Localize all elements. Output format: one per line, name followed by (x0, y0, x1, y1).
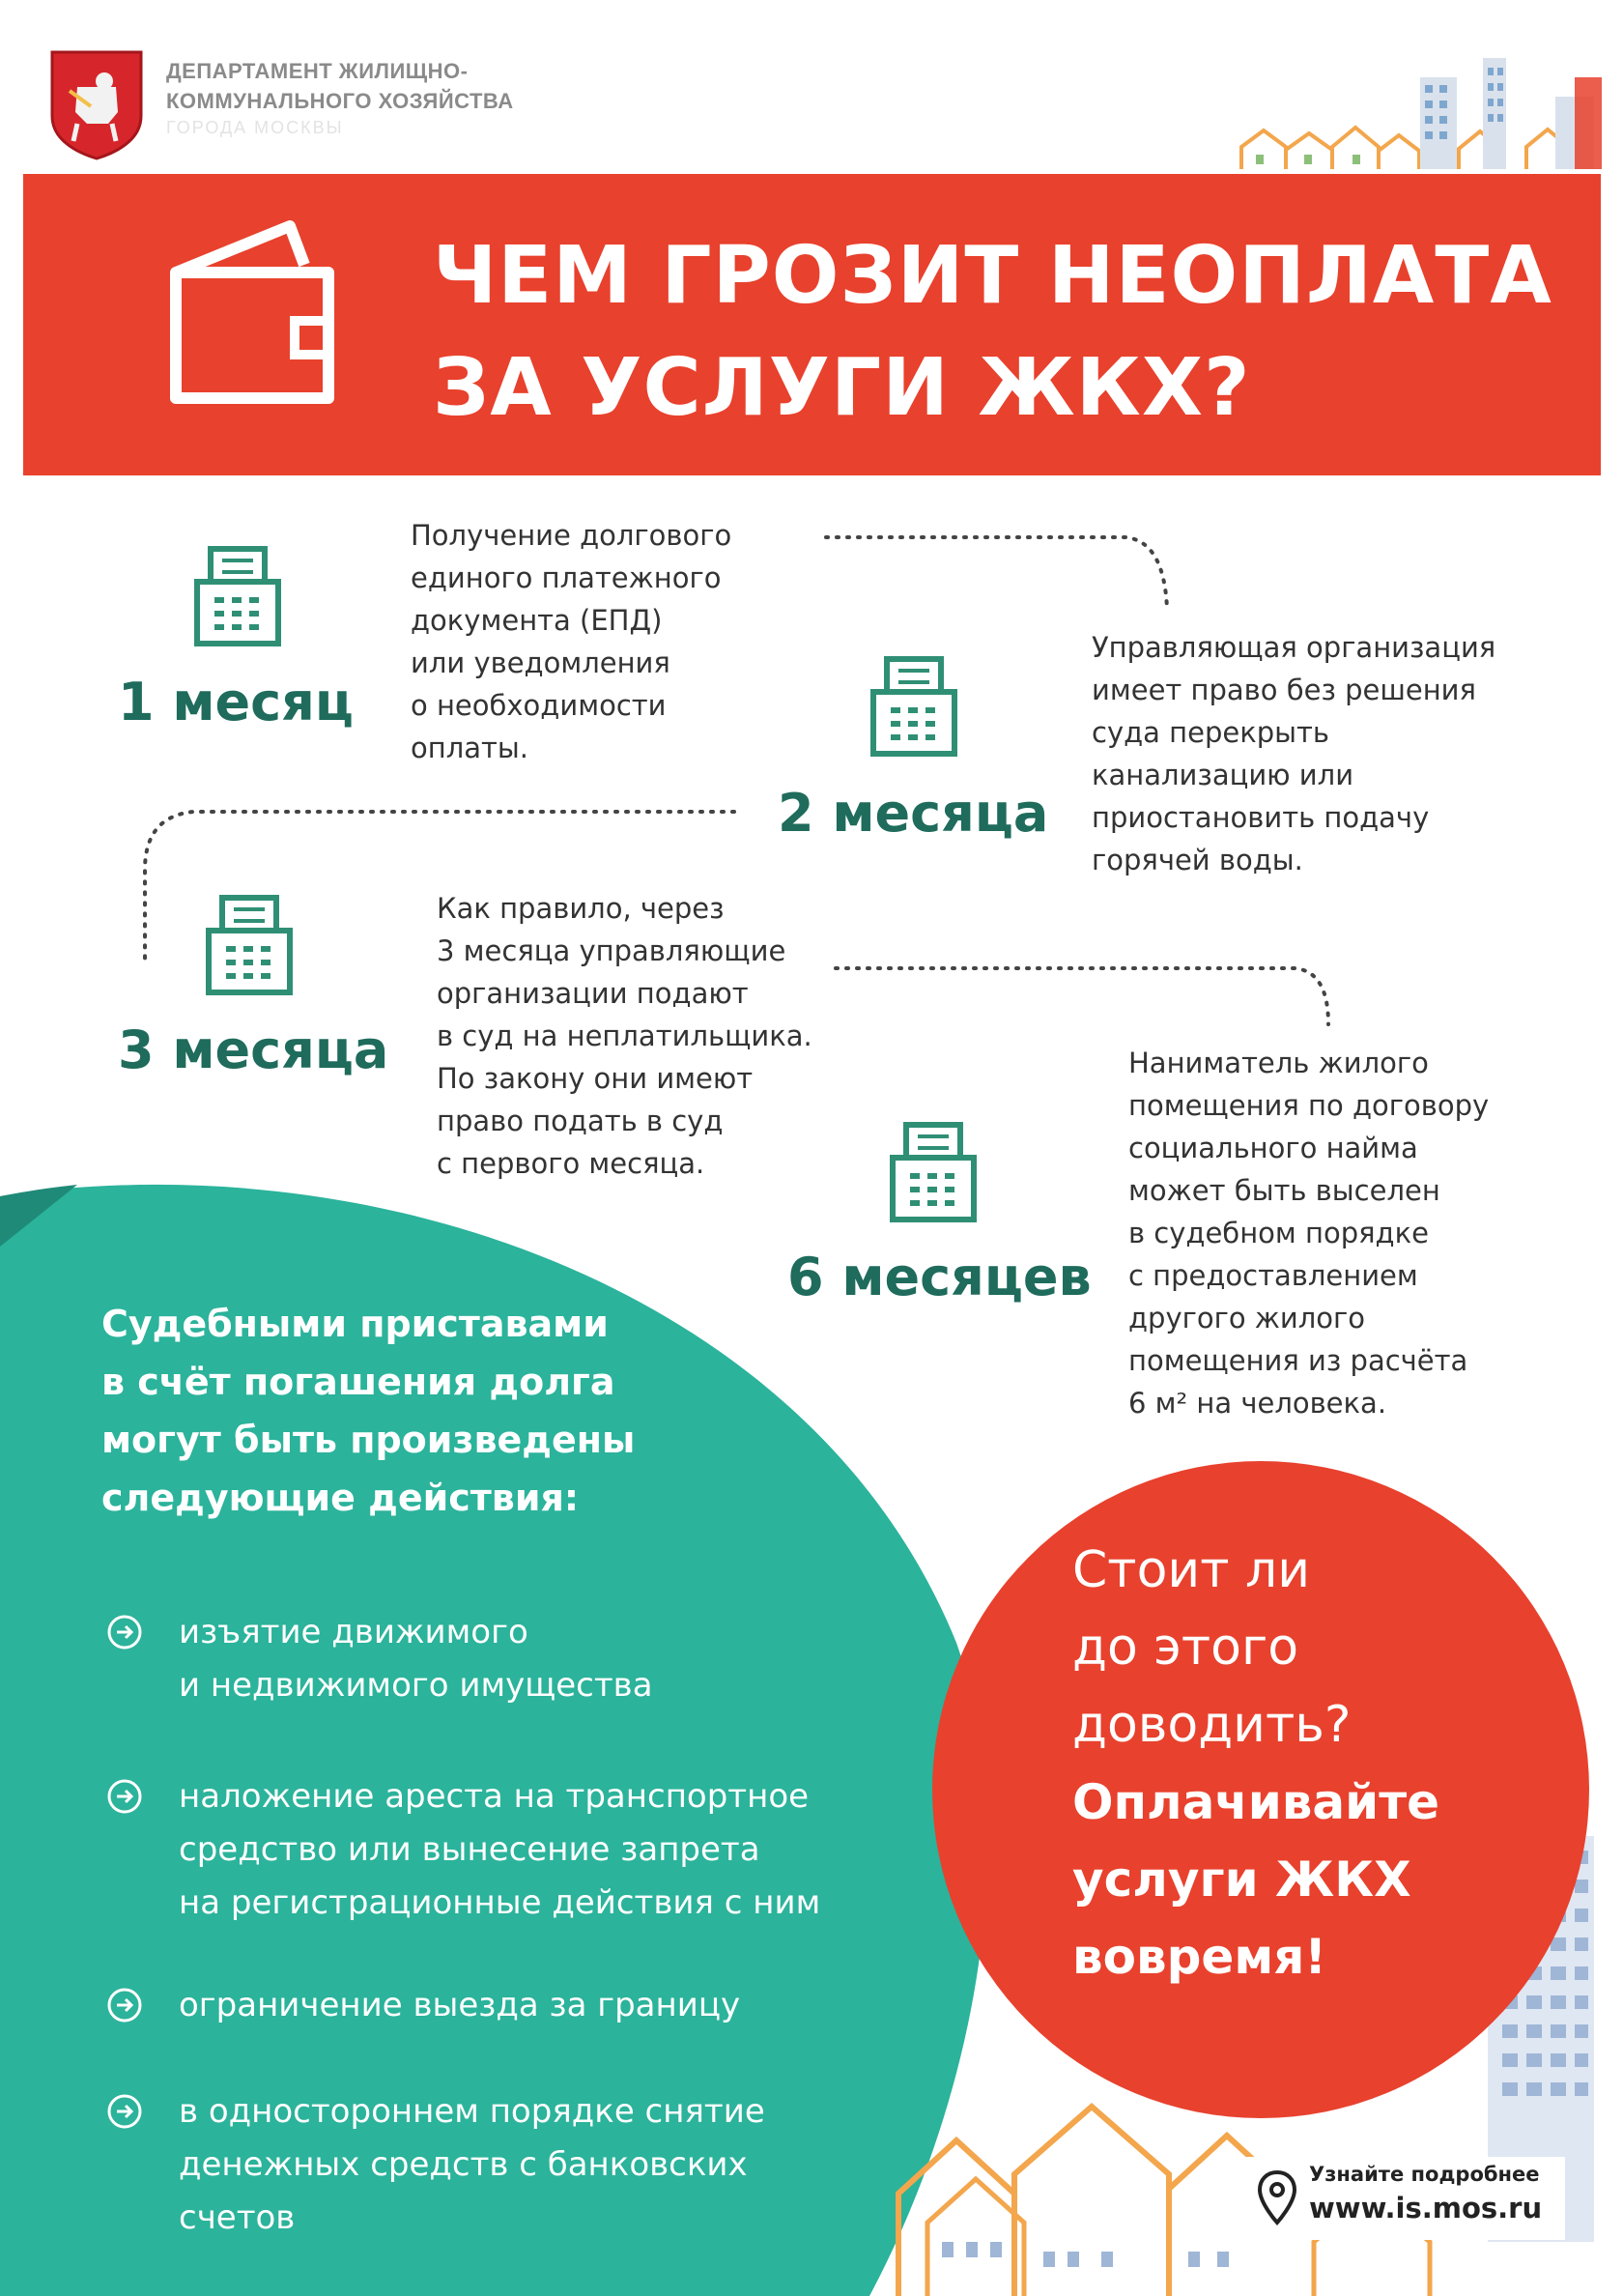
description-line: Наниматель жилого (1128, 1047, 1429, 1079)
arrow-circle-icon (106, 1614, 143, 1650)
month-2-description (1092, 626, 1495, 881)
description-line: единого платежного (411, 561, 722, 594)
month-3-description (437, 887, 812, 1185)
page-title-line1: ЧЕМ ГРОЗИТ НЕОПЛАТА (433, 230, 1552, 322)
description-line: приостановить подачу (1092, 801, 1430, 834)
description-line: имеет право без решения (1092, 674, 1476, 706)
action-line: на регистрационные действия с ним (179, 1883, 821, 1922)
description-line: может быть выселен (1128, 1174, 1440, 1207)
description-line: По закону они имеют (437, 1062, 754, 1095)
arrow-circle-icon (106, 1778, 143, 1815)
heading-line: следующие действия: (101, 1477, 580, 1519)
description-line: организации подают (437, 977, 749, 1010)
description-line: социального найма (1128, 1132, 1418, 1164)
payment-document-icon (869, 653, 958, 761)
bailiff-actions-heading (101, 1295, 778, 1527)
description-line: право подать в суд (437, 1105, 724, 1137)
heading-line: Судебными приставами (101, 1303, 609, 1345)
description-line: в суд на неплатильщика. (437, 1019, 812, 1052)
description-line: документа (ЕПД) (411, 604, 663, 637)
department-name-line2: КОММУНАЛЬНОГО ХОЗЯЙСТВА (166, 89, 514, 113)
payment-document-icon (205, 892, 294, 1000)
description-line: 6 м² на человека. (1128, 1387, 1387, 1420)
heading-line: в счёт погашения долга (101, 1361, 615, 1403)
callout-cta-line: услуги ЖКХ (1072, 1851, 1411, 1908)
action-line: наложение ареста на транспортное (179, 1777, 810, 1816)
description-line: или уведомления (411, 646, 670, 679)
description-line: о необходимости (411, 689, 667, 722)
description-line: суда перекрыть (1092, 716, 1330, 749)
description-line: канализацию или (1092, 759, 1354, 791)
location-pin-icon (1256, 2168, 1298, 2226)
description-line: оплаты. (411, 732, 529, 764)
month-label-3: 3 месяца (118, 1019, 389, 1080)
department-name-line3: ГОРОДА МОСКВЫ (166, 118, 344, 137)
month-label-2: 2 месяца (778, 783, 1049, 844)
pay-on-time-callout (1072, 1532, 1536, 1995)
more-info-label: Узнайте подробнее (1309, 2163, 1540, 2186)
callout-question-line: Стоит ли (1072, 1541, 1311, 1599)
month-label-6: 6 месяцев (787, 1247, 1092, 1307)
payment-document-icon (193, 543, 282, 651)
description-line: Получение долгового (411, 519, 732, 552)
description-line: с предоставлением (1128, 1259, 1418, 1292)
month-label-1: 1 месяц (118, 672, 354, 732)
action-line: в одностороннем порядке снятие (179, 2092, 765, 2131)
heading-line: могут быть произведены (101, 1419, 636, 1461)
description-line: с первого месяца. (437, 1147, 705, 1180)
action-line: денежных средств с банковских (179, 2145, 748, 2184)
department-name-line1: ДЕПАРТАМЕНТ ЖИЛИЩНО- (166, 59, 469, 83)
callout-question-line: до этого (1072, 1619, 1299, 1677)
arrow-circle-icon (106, 2093, 143, 2130)
action-line: ограничение выезда за границу (179, 1986, 741, 2024)
callout-cta-line: вовремя! (1072, 1929, 1327, 1985)
description-line: Управляющая организация (1092, 631, 1496, 664)
callout-cta-line: Оплачивайте (1072, 1774, 1440, 1830)
arrow-circle-icon (106, 1987, 143, 2023)
month-6-description (1128, 1042, 1489, 1424)
payment-document-icon (889, 1119, 978, 1227)
description-line: другого жилого (1128, 1302, 1366, 1335)
description-line: 3 месяца управляющие (437, 934, 786, 967)
website-link[interactable]: www.is.mos.ru (1309, 2192, 1543, 2224)
action-line: счетов (179, 2198, 296, 2237)
description-line: помещения из расчёта (1128, 1344, 1468, 1377)
page-title-line2: ЗА УСЛУГИ ЖКХ? (433, 342, 1251, 434)
action-line: изъятие движимого (179, 1613, 528, 1651)
month-1-description (411, 514, 731, 769)
description-line: горячей воды. (1092, 844, 1303, 876)
callout-question-line: доводить? (1072, 1696, 1352, 1754)
action-line: и недвижимого имущества (179, 1666, 653, 1705)
description-line: помещения по договору (1128, 1089, 1490, 1122)
action-line: средство или вынесение запрета (179, 1830, 760, 1869)
description-line: в судебном порядке (1128, 1217, 1429, 1249)
description-line: Как правило, через (437, 892, 725, 925)
